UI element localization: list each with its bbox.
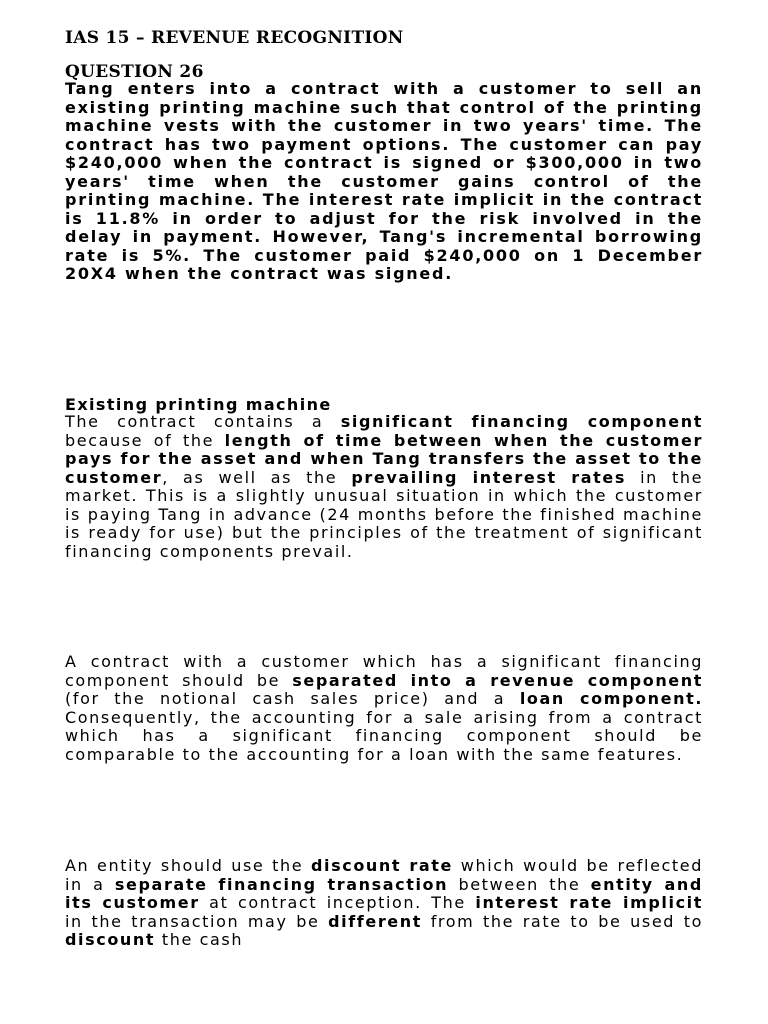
text-run: The contract contains a	[65, 412, 341, 431]
text-run: A contract with a customer which has a significant financing component should be	[65, 652, 703, 690]
emphasis-run: significant financing component	[340, 412, 703, 431]
text-run: Consequently, the accounting for a sale arising from a contract which has a significant financing component should be comparable to the accounting for a loan with the same features.	[65, 707, 703, 764]
explanation-paragraph-2	[65, 653, 703, 764]
text-run: the cash	[155, 930, 244, 949]
text-run: (for the notional cash sales price) and a	[65, 689, 520, 708]
document-title: IAS 15 – REVENUE RECOGNITION	[65, 28, 404, 48]
emphasis-run: length of time between when the customer pays for the asset and when Tang transfers the asset to the customer	[65, 430, 703, 487]
text-run: in the transaction may be	[65, 911, 329, 931]
section-heading: Existing printing machine	[65, 395, 332, 414]
emphasis-run: loan component.	[519, 689, 704, 708]
text-run: because of the	[65, 430, 225, 450]
emphasis-run: prevailing interest rates	[351, 467, 626, 487]
emphasis-run: entity and its customer	[65, 874, 703, 912]
explanation-paragraph-1	[65, 413, 703, 561]
explanation-paragraph-3	[65, 857, 703, 950]
text-run: between the	[448, 874, 591, 894]
emphasis-run: discount	[65, 930, 156, 949]
emphasis-run: discount rate	[310, 856, 453, 875]
text-run: at contract inception. The	[199, 893, 476, 912]
emphasis-run: separate financing transaction	[114, 874, 449, 894]
question-number: QUESTION 26	[65, 62, 204, 82]
emphasis-run: interest rate implicit	[475, 893, 703, 912]
emphasis-run: different	[328, 911, 423, 931]
question-paragraph: Tang enters into a contract with a customer to sell an existing printing machine such that control of the printing machine vests with the customer in two years' time. The contract has two payment options. The customer can pay $240,000 when the contract is signed or $300,000 in two years' time when the customer gains control of the printing machine. The interest rate implicit in the contract is 11.8% in order to adjust for the risk involved in the delay in payment. However, Tang's incremental borrowing rate is 5%. The customer paid $240,000 on 1 December 20X4 when the contract was signed.	[65, 79, 703, 283]
text-run: which would be reflected in a	[65, 856, 703, 894]
text-run: from the rate to be used to	[422, 911, 703, 931]
emphasis-run: separated into a revenue component	[292, 670, 703, 690]
text-run: An entity should use the	[65, 856, 311, 875]
text-run: in the market. This is a slightly unusual situation in which the customer is paying Tang in advance (24 months before the finished machine is ready for use) but the principles of the treatment of significant financing components prevail.	[65, 467, 704, 561]
text-run: , as well as the	[162, 467, 352, 487]
